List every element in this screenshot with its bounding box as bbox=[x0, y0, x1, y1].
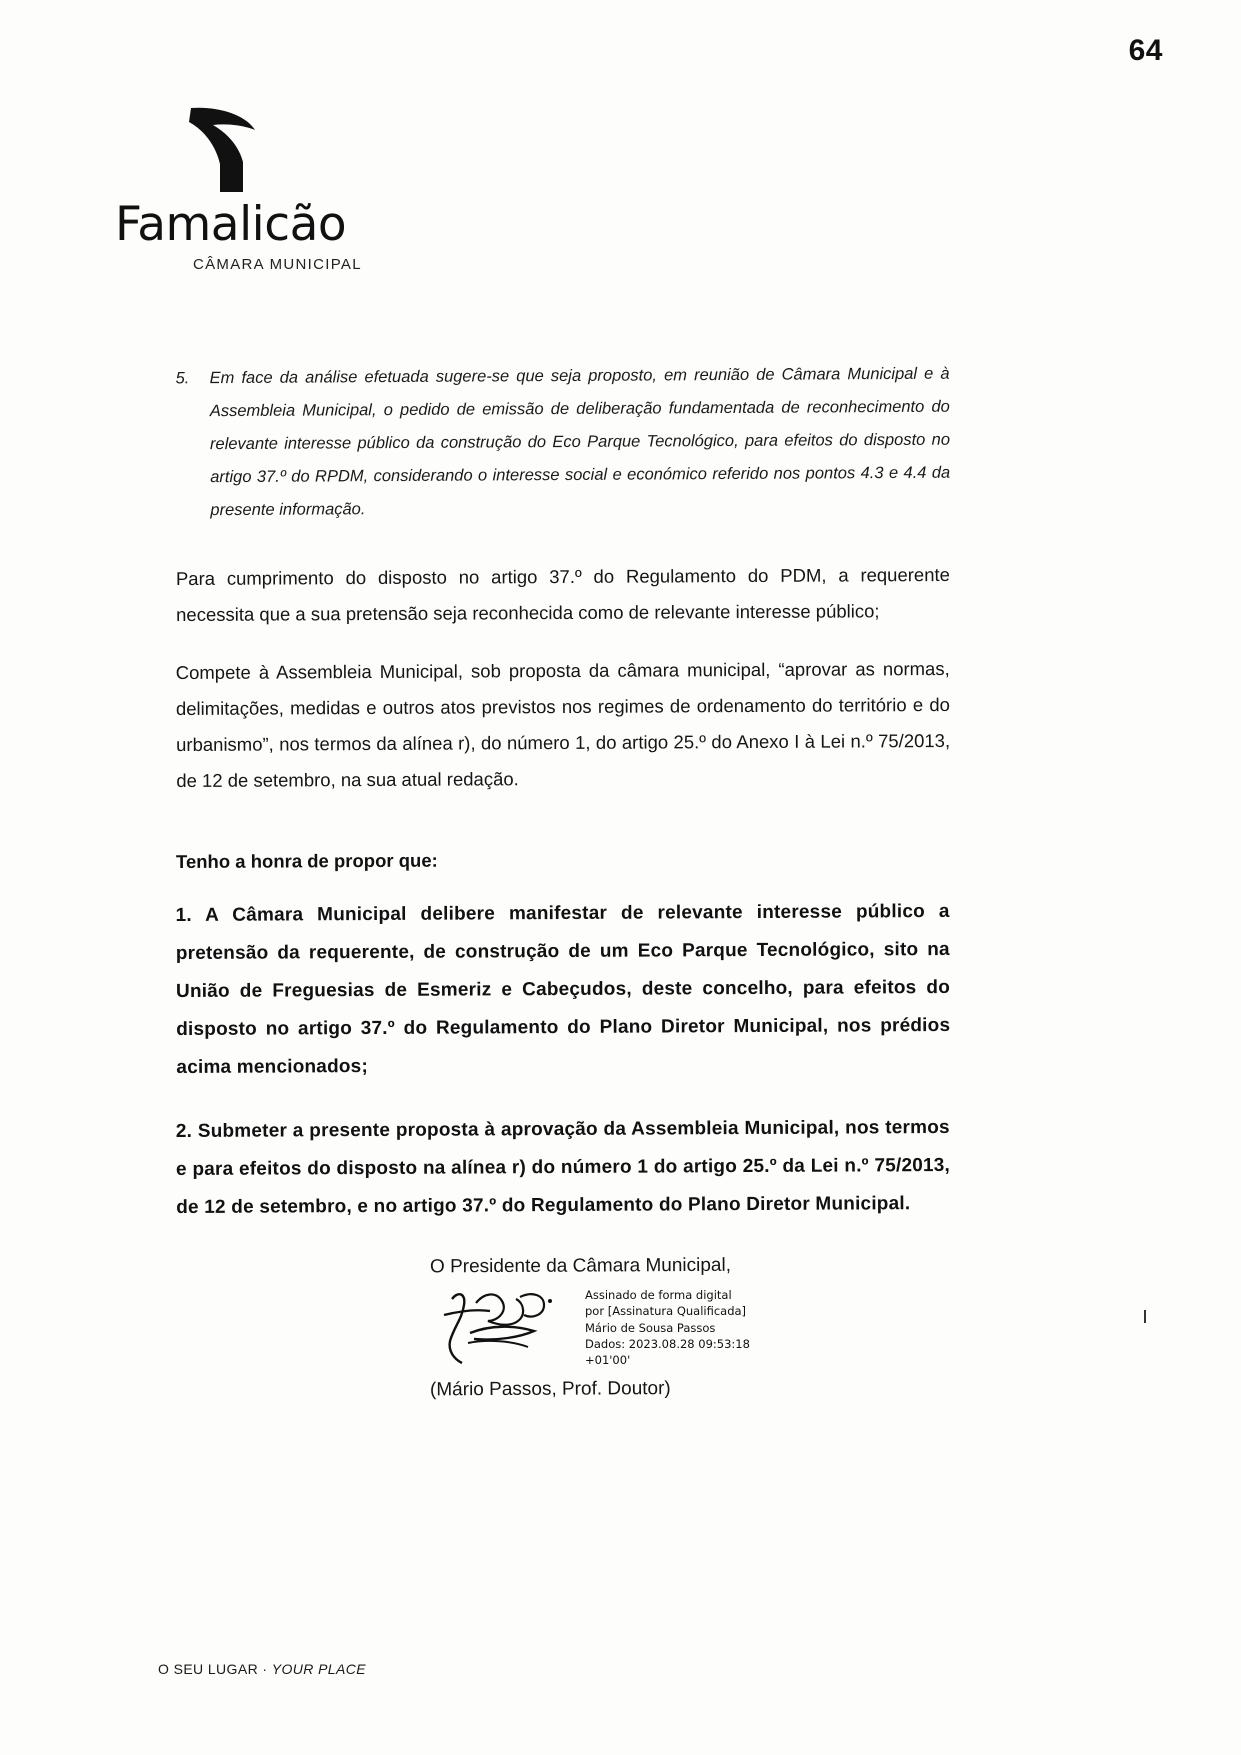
document-body bbox=[176, 360, 950, 1251]
item-number: 5. bbox=[175, 369, 190, 388]
signature-role: O Presidente da Câmara Municipal, bbox=[429, 1254, 732, 1278]
item-text: Em face da análise efetuada sugere-se que seja proposto, em reunião de Câmara Municipal e à Assembleia Municipal, o pedido de emissão de deliberação fundamentada de reconhecimento do relevante interesse público da construção do Eco Parque Tecnológico, para efeitos do disposto no artigo 37.º do RPDM, considerando o interesse social e económico referido nos pontos 4.3 e 4.4 da presente informação. bbox=[209, 364, 951, 520]
numbered-italic-item bbox=[176, 358, 951, 528]
stamp-line-4: Dados: 2023.08.28 09:53:18 bbox=[585, 1336, 750, 1351]
famalicao-swoosh-icon bbox=[187, 100, 259, 195]
footer-text-italic: YOUR PLACE bbox=[271, 1661, 366, 1677]
proposal-item-2: 2. Submeter a presente proposta à aprovação da Assembleia Municipal, nos termos e para efeitos do disposto na alínea r) do número 1 do artigo 25.º da Lei n.º 75/2013, de 12 de setembro, e no artigo 37.º do Regulamento do Plano Diretor Municipal. bbox=[175, 1117, 951, 1219]
stamp-line-5: +01'00' bbox=[585, 1353, 631, 1368]
page-number: 64 bbox=[1128, 34, 1163, 67]
body-paragraph-1: Para cumprimento do disposto no artigo 37.º do Regulamento do PDM, a requerente necessita que a sua pretensão seja reconhecida como de relevante interesse público; bbox=[175, 563, 950, 626]
stamp-line-1: Assinado de forma digital bbox=[585, 1288, 732, 1302]
logo-subtitle: CÂMARA MUNICIPAL bbox=[193, 256, 362, 273]
margin-tick-mark bbox=[1144, 1310, 1146, 1323]
signatory-name: (Mário Passos, Prof. Doutor) bbox=[429, 1378, 671, 1401]
proposal-item-1: 1. A Câmara Municipal delibere manifestar de relevante interesse público a pretensão da requerente, de construção de um Eco Parque Tecnológico, sito na União de Freguesias de Esmeriz e Cabeçudos, deste concelho, para efeitos do disposto no artigo 37.º do Regulamento do Plano Diretor Municipal, nos prédios acima mencionados; bbox=[175, 901, 951, 1079]
stamp-line-3: Mário de Sousa Passos bbox=[585, 1320, 716, 1335]
body-paragraph-2: Compete à Assembleia Municipal, sob proposta da câmara municipal, “aprovar as normas, delimitações, medidas e outros atos previstos nos regimes de ordenamento do território e do urbanismo”, nos termos da alínea r), do número 1, do artigo 25.º do Anexo I à Lei n.º 75/2013, de 12 de setembro, na sua atual redação. bbox=[175, 658, 951, 792]
handwritten-signature-icon bbox=[440, 1281, 575, 1371]
proposal-heading: Tenho a honra de propor que: bbox=[175, 850, 438, 873]
signature-block bbox=[430, 1255, 950, 1400]
logo-wordmark: Famalicão bbox=[115, 197, 347, 252]
stamp-line-2: por [Assinatura Qualificada] bbox=[585, 1304, 747, 1319]
footer-text-plain: O SEU LUGAR · bbox=[158, 1661, 272, 1677]
municipality-logo bbox=[115, 100, 445, 273]
page-footer bbox=[158, 1661, 366, 1677]
digital-signature-stamp bbox=[585, 1287, 750, 1369]
